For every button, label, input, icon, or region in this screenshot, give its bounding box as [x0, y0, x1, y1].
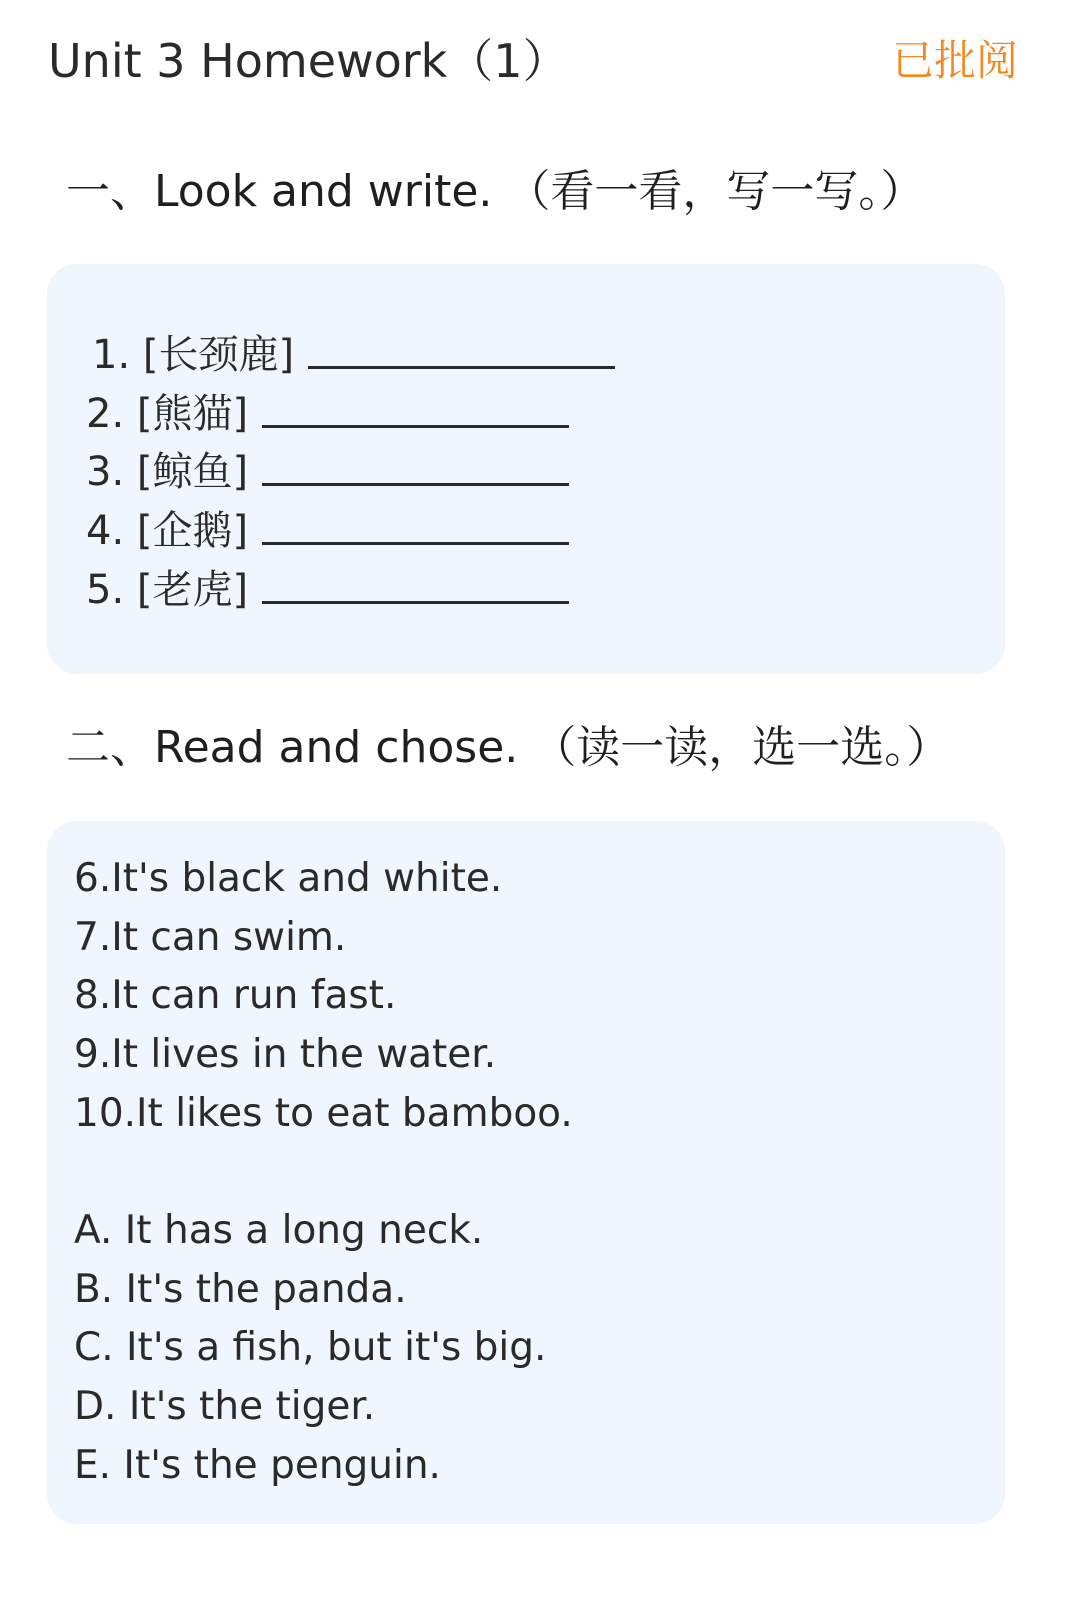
- section-2-heading: 二、Read and chose. （读一读，选一选。）: [66, 722, 951, 773]
- question-label: 2. [熊猫]: [86, 390, 249, 437]
- page-header: [48, 30, 1018, 92]
- read-and-choose-sentences: [74, 850, 573, 1143]
- option-d: D. It's the tiger.: [74, 1384, 376, 1430]
- question-4: [86, 498, 615, 557]
- question-3: [86, 439, 615, 498]
- sentence-6: 6.It's black and white.: [74, 856, 503, 901]
- look-and-write-list: [86, 322, 615, 615]
- sentence-9: 9.It lives in the water.: [74, 1032, 497, 1078]
- question-5: [86, 557, 615, 616]
- question-label: 4. [企鹅]: [86, 507, 249, 554]
- option-a: A. It has a long neck.: [74, 1208, 484, 1253]
- sentence-10: 10.It likes to eat bamboo.: [74, 1090, 573, 1136]
- sentence-8: 8.It can run fast.: [74, 973, 397, 1019]
- answer-blank[interactable]: [262, 542, 569, 545]
- option-c: C. It's a fish, but it's big.: [74, 1325, 547, 1371]
- status-badge: 已批阅: [891, 36, 1018, 85]
- answer-blank[interactable]: [262, 483, 569, 486]
- answer-options: [74, 1202, 546, 1495]
- answer-blank[interactable]: [262, 601, 569, 604]
- sentence-7: 7.It can swim.: [74, 914, 347, 960]
- page-title: Unit 3 Homework（1）: [48, 34, 569, 88]
- question-label: 3. [鲸鱼]: [86, 449, 249, 496]
- question-2: [86, 381, 615, 440]
- option-b: B. It's the panda.: [74, 1266, 407, 1312]
- answer-blank[interactable]: [262, 425, 569, 428]
- answer-blank[interactable]: [308, 366, 615, 369]
- question-label: 1. [长颈鹿]: [92, 331, 295, 378]
- section-1-heading: 一、Look and write. （看一看，写一写。）: [66, 166, 925, 217]
- question-1: [86, 322, 615, 381]
- question-label: 5. [老虎]: [86, 566, 249, 613]
- option-e: E. It's the penguin.: [74, 1442, 441, 1488]
